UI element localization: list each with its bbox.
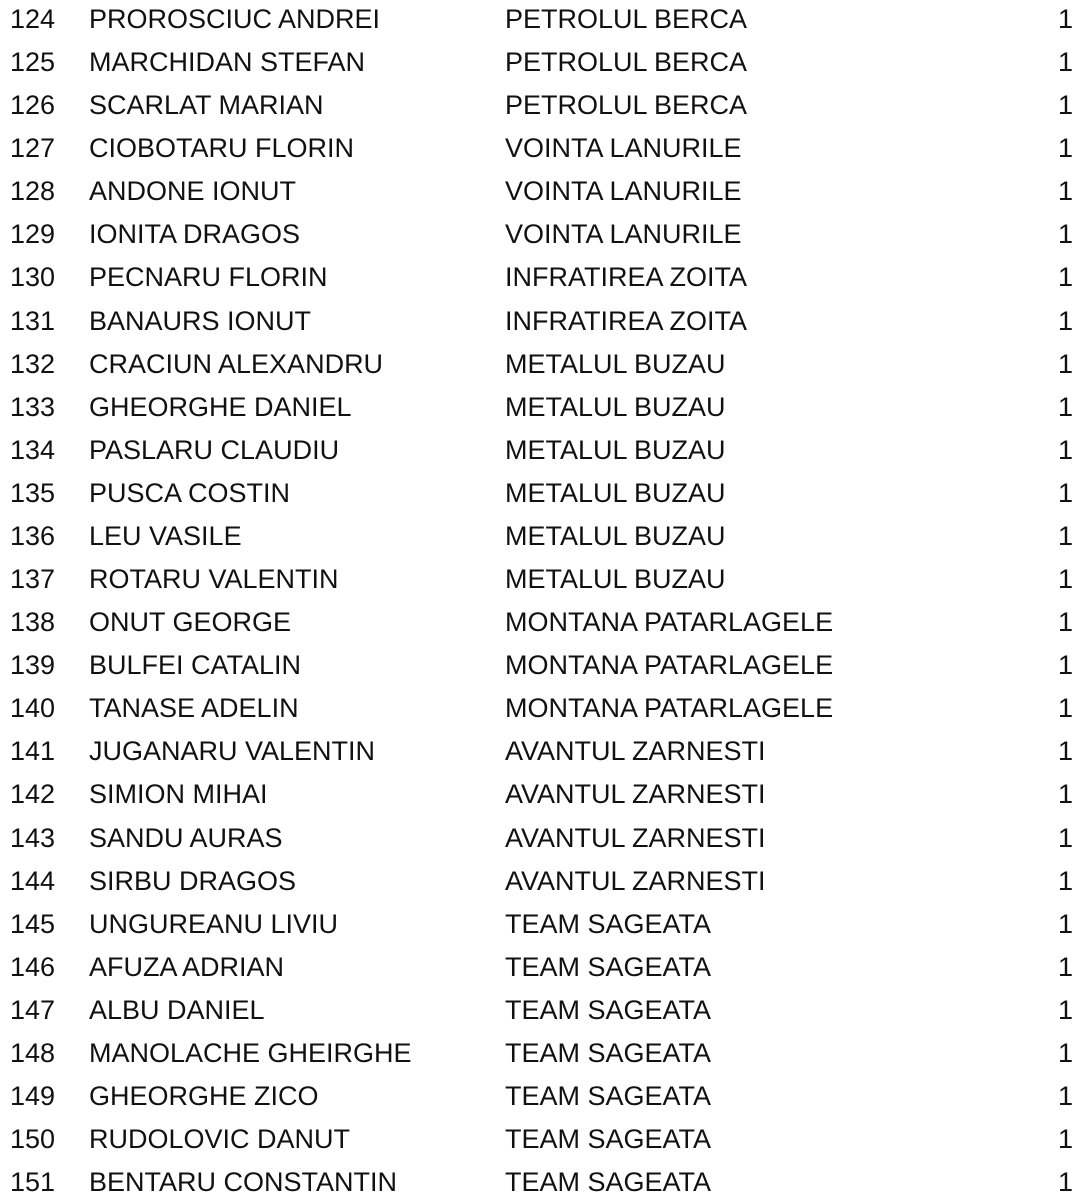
row-number: 133	[10, 391, 56, 422]
points-value: 1	[1057, 1037, 1073, 1068]
table-row	[0, 472, 1090, 515]
team-name: AVANTUL ZARNESTI	[505, 736, 766, 767]
player-name: SCARLAT MARIAN	[89, 90, 324, 121]
player-name: SIRBU DRAGOS	[89, 865, 297, 896]
player-name: MANOLACHE GHEIRGHE	[89, 1037, 412, 1068]
row-number: 142	[10, 779, 56, 810]
player-name: JUGANARU VALENTIN	[89, 736, 376, 767]
table-row	[0, 386, 1090, 429]
points-value: 1	[1057, 305, 1073, 336]
table-row	[0, 300, 1090, 343]
team-name: MONTANA PATARLAGELE	[505, 693, 834, 724]
team-name: TEAM SAGEATA	[505, 994, 712, 1025]
row-number: 151	[10, 1167, 56, 1198]
points-value: 1	[1057, 176, 1073, 207]
points-value: 1	[1057, 994, 1073, 1025]
points-value: 1	[1057, 1167, 1073, 1198]
row-number: 135	[10, 477, 56, 508]
table-row	[0, 730, 1090, 773]
points-value: 1	[1057, 4, 1073, 34]
row-number: 143	[10, 822, 56, 853]
row-number: 136	[10, 520, 56, 551]
player-name: UNGUREANU LIVIU	[89, 908, 339, 939]
team-name: METALUL BUZAU	[505, 564, 726, 595]
player-name: ONUT GEORGE	[89, 607, 292, 638]
row-number: 141	[10, 736, 56, 767]
row-number: 128	[10, 176, 56, 207]
table-row	[0, 84, 1090, 127]
points-value: 1	[1057, 90, 1073, 121]
team-name: METALUL BUZAU	[505, 348, 726, 379]
player-name: PECNARU FLORIN	[89, 262, 328, 293]
points-value: 1	[1057, 348, 1073, 379]
team-name: MONTANA PATARLAGELE	[505, 607, 834, 638]
table-row	[0, 213, 1090, 256]
team-name: METALUL BUZAU	[505, 477, 726, 508]
team-name: INFRATIREA ZOITA	[505, 305, 748, 336]
table-row	[0, 1118, 1090, 1161]
team-name: TEAM SAGEATA	[505, 908, 712, 939]
points-value: 1	[1057, 434, 1073, 465]
table-row	[0, 946, 1090, 989]
row-number: 132	[10, 348, 56, 379]
player-name: RUDOLOVIC DANUT	[89, 1124, 351, 1155]
team-name: METALUL BUZAU	[505, 434, 726, 465]
team-name: METALUL BUZAU	[505, 520, 726, 551]
team-name: AVANTUL ZARNESTI	[505, 779, 766, 810]
table-row	[0, 0, 1090, 41]
row-number: 126	[10, 90, 56, 121]
team-name: TEAM SAGEATA	[505, 1081, 712, 1111]
row-number: 138	[10, 607, 56, 638]
player-name: LEU VASILE	[89, 520, 242, 551]
player-name: CIOBOTARU FLORIN	[89, 133, 355, 164]
player-name: ALBU DANIEL	[89, 994, 265, 1025]
player-name: ROTARU VALENTIN	[89, 564, 339, 595]
table-row	[0, 687, 1090, 730]
player-name: PUSCA COSTIN	[89, 477, 291, 508]
points-value: 1	[1057, 1124, 1073, 1155]
points-value: 1	[1057, 779, 1073, 810]
points-value: 1	[1057, 908, 1073, 939]
table-row	[0, 989, 1090, 1032]
points-value: 1	[1057, 865, 1073, 896]
player-name: GHEORGHE ZICO	[89, 1081, 319, 1111]
points-value: 1	[1057, 477, 1073, 508]
team-name: TEAM SAGEATA	[505, 1167, 712, 1198]
team-name: TEAM SAGEATA	[505, 1037, 712, 1068]
table-row	[0, 558, 1090, 601]
table-row	[0, 817, 1090, 860]
points-value: 1	[1057, 262, 1073, 293]
team-name: AVANTUL ZARNESTI	[505, 822, 766, 853]
row-number: 139	[10, 650, 56, 681]
team-name: VOINTA LANURILE	[505, 219, 742, 250]
row-number: 125	[10, 47, 56, 78]
row-number: 144	[10, 865, 56, 896]
points-value: 1	[1057, 520, 1073, 551]
team-name: PETROLUL BERCA	[505, 47, 748, 78]
table-row	[0, 343, 1090, 386]
points-value: 1	[1057, 693, 1073, 724]
table-row	[0, 1161, 1090, 1204]
row-number: 131	[10, 305, 56, 336]
row-number: 127	[10, 133, 56, 164]
table-row	[0, 429, 1090, 472]
table-row	[0, 644, 1090, 687]
row-number: 130	[10, 262, 56, 293]
team-name: VOINTA LANURILE	[505, 176, 742, 207]
table-row	[0, 903, 1090, 946]
table-row	[0, 170, 1090, 213]
row-number: 149	[10, 1081, 56, 1111]
points-value: 1	[1057, 1081, 1073, 1111]
player-name: BULFEI CATALIN	[89, 650, 302, 681]
player-name: GHEORGHE DANIEL	[89, 391, 352, 422]
points-value: 1	[1057, 564, 1073, 595]
team-name: VOINTA LANURILE	[505, 133, 742, 164]
player-name: PASLARU CLAUDIU	[89, 434, 340, 465]
row-number: 137	[10, 564, 56, 595]
team-name: PETROLUL BERCA	[505, 4, 748, 34]
row-number: 148	[10, 1037, 56, 1068]
player-name: ANDONE IONUT	[89, 176, 297, 207]
points-value: 1	[1057, 650, 1073, 681]
table-row	[0, 256, 1090, 299]
points-value: 1	[1057, 951, 1073, 982]
table-row	[0, 773, 1090, 816]
player-name: AFUZA ADRIAN	[89, 951, 285, 982]
table-row	[0, 1032, 1090, 1075]
table-row	[0, 1075, 1090, 1118]
table-row	[0, 41, 1090, 84]
table-row	[0, 127, 1090, 170]
team-name: TEAM SAGEATA	[505, 1124, 712, 1155]
team-name: TEAM SAGEATA	[505, 951, 712, 982]
player-name: BENTARU CONSTANTIN	[89, 1167, 398, 1198]
team-name: METALUL BUZAU	[505, 391, 726, 422]
player-name: CRACIUN ALEXANDRU	[89, 348, 384, 379]
row-number: 124	[10, 4, 56, 34]
points-value: 1	[1057, 47, 1073, 78]
points-value: 1	[1057, 133, 1073, 164]
row-number: 147	[10, 994, 56, 1025]
points-value: 1	[1057, 822, 1073, 853]
row-number: 129	[10, 219, 56, 250]
player-name: TANASE ADELIN	[89, 693, 299, 724]
row-number: 150	[10, 1124, 56, 1155]
player-name: SIMION MIHAI	[89, 779, 268, 810]
player-name: BANAURS IONUT	[89, 305, 312, 336]
player-name: IONITA DRAGOS	[89, 219, 301, 250]
team-name: INFRATIREA ZOITA	[505, 262, 748, 293]
player-name: SANDU AURAS	[89, 822, 283, 853]
row-number: 140	[10, 693, 56, 724]
row-number: 146	[10, 951, 56, 982]
table-row	[0, 860, 1090, 903]
points-value: 1	[1057, 607, 1073, 638]
player-name: PROROSCIUC ANDREI	[89, 4, 381, 34]
player-name: MARCHIDAN STEFAN	[89, 47, 366, 78]
team-name: MONTANA PATARLAGELE	[505, 650, 834, 681]
row-number: 145	[10, 908, 56, 939]
row-number: 134	[10, 434, 56, 465]
table-row	[0, 515, 1090, 558]
points-value: 1	[1057, 391, 1073, 422]
table-row	[0, 601, 1090, 644]
points-value: 1	[1057, 219, 1073, 250]
points-value: 1	[1057, 736, 1073, 767]
team-name: PETROLUL BERCA	[505, 90, 748, 121]
team-name: AVANTUL ZARNESTI	[505, 865, 766, 896]
